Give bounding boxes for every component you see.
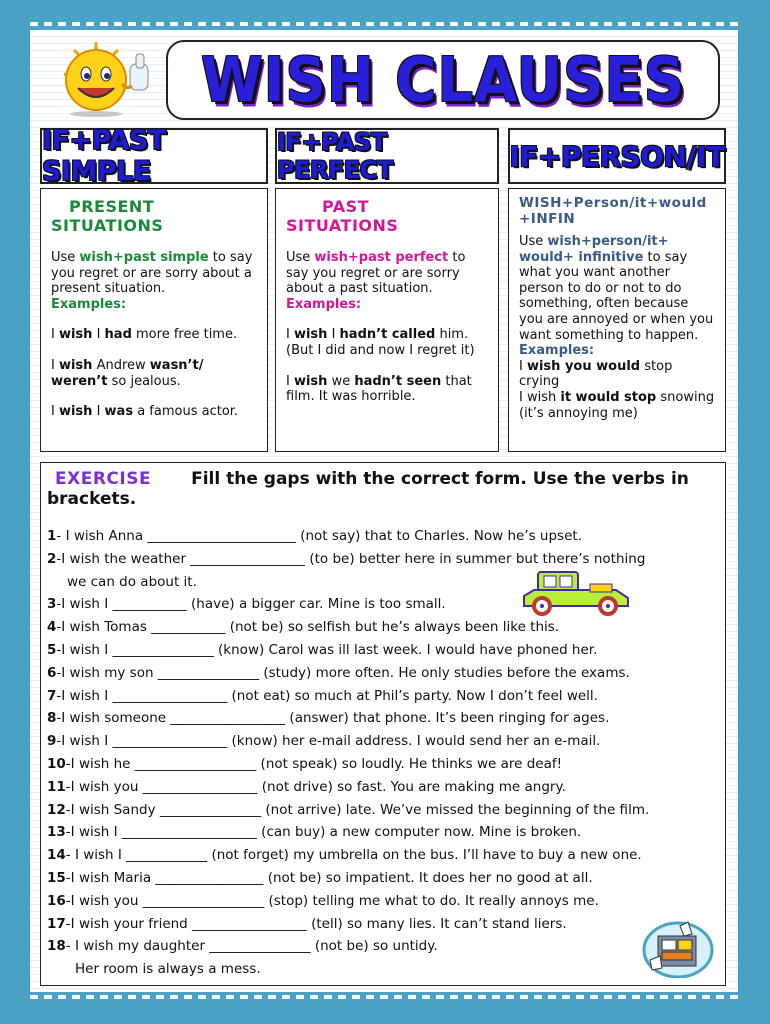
exercise-item <box>47 616 721 639</box>
exercise-item <box>47 639 721 662</box>
example-sentence: I wish I had more free time. <box>51 327 238 343</box>
title-box <box>166 40 720 120</box>
exercise-item-text: -I wish I _________________ (not eat) so much at Phil’s party. Now I don’t feel well. <box>56 687 598 704</box>
exercise-item-number: 18 <box>47 938 66 955</box>
exercise-item-text: -I wish Tomas ___________ (not be) so selfish but he’s always been like this. <box>56 619 560 636</box>
exercise-item-number: 8 <box>47 710 57 727</box>
examples-label: Examples: <box>519 343 595 359</box>
smiley-thumbs-up-icon <box>56 40 164 118</box>
exercise-item <box>47 844 721 867</box>
exercise-item <box>47 525 721 548</box>
exercise-item-text: -I wish I _________________ (know) her e-mail address. I would send her an e-mail. <box>56 733 601 750</box>
exercise-item-text: -I wish the weather _________________ (to be) better here in summer but there’s nothing <box>56 550 646 567</box>
messy-desk-icon <box>640 920 714 978</box>
exercise-item-text: -I wish your friend _________________ (tell) so many lies. It can’t stand liers. <box>65 915 567 932</box>
example-sentence: I wish you would stop crying <box>519 358 673 390</box>
exercise-item-number: 1 <box>47 528 57 544</box>
exercise-item-number: 13 <box>47 824 66 841</box>
column-person-it-would <box>508 188 726 452</box>
exercise-item <box>47 913 721 936</box>
exercise-item <box>47 685 721 708</box>
exercise-item-text: -I wish you _________________ (not drive) so fast. You are making me angry. <box>65 778 566 795</box>
exercise-item-text: -I wish he __________________ (not speak) so loudly. He thinks we are deaf! <box>65 755 563 772</box>
exercise-item <box>47 958 721 981</box>
exercise-item-number: 16 <box>47 892 66 909</box>
examples-label: Examples: <box>286 296 362 312</box>
exercise-item-number: 7 <box>47 687 57 704</box>
exercise-item <box>47 935 721 958</box>
exercise-heading <box>47 469 717 509</box>
exercise-item <box>47 730 721 753</box>
exercise-item-number: 3 <box>47 596 57 613</box>
exercise-item-text: - I wish my daughter _______________ (not be) so untidy. <box>65 938 438 955</box>
exercise-item-text: - I wish I ____________ (not forget) my umbrella on the bus. I’ll have to buy a new one. <box>65 847 642 864</box>
column-title: WISH+Person/it+would+INFIN <box>519 195 707 227</box>
column-header-past-simple: IF+PAST SIMPLE <box>40 128 268 184</box>
exercise-item-number: 4 <box>47 619 57 636</box>
exercise-item-text: -I wish someone _________________ (answer) that phone. It’s been ringing for ages. <box>56 710 610 727</box>
column-header-past-perfect: IF+PAST PERFECT <box>275 128 499 184</box>
exercise-item <box>47 867 721 890</box>
exercise-item <box>47 821 721 844</box>
exercise-item-number: 2 <box>47 550 57 567</box>
exercise-item-text: -I wish my son _______________ (study) more often. He only studies before the exams. <box>56 664 630 681</box>
example-sentence: I wish we hadn’t seen that film. It was horrible. <box>286 373 472 405</box>
exercise-item-number: 10 <box>47 755 66 772</box>
exercise-item-number: 12 <box>47 801 66 818</box>
exercise-item-number: 15 <box>47 869 66 886</box>
column-title: PAST SITUATIONS <box>286 197 399 235</box>
exercise-item-text: -I wish Maria ________________ (not be) so impatient. It does her no good at all. <box>65 869 593 886</box>
exercise-item-number: 9 <box>47 733 57 750</box>
column-title: PRESENT SITUATIONS <box>51 197 164 235</box>
page-title: WISH CLAUSES <box>200 44 686 116</box>
top-dashed-border <box>30 22 738 26</box>
exercise-item-text: we can do about it. <box>67 573 197 590</box>
bottom-dashed-border <box>30 995 738 999</box>
exercise-item <box>47 890 721 913</box>
example-sentence: I wish Andrew wasn’t/ weren’t so jealous. <box>51 357 204 389</box>
exercise-item-text: - I wish Anna ______________________ (not say) that to Charles. Now he’s upset. <box>56 528 582 544</box>
column-present-situations <box>40 188 268 452</box>
usage-description: Use wish+past simple to say you regret or are sorry about a present situation. <box>51 250 253 297</box>
usage-description: Use wish+past perfect to say you regret or are sorry about a past situation. <box>286 250 466 297</box>
exercise-item <box>47 799 721 822</box>
exercise-item <box>47 753 721 776</box>
exercise-label: EXERCISE <box>55 469 152 489</box>
exercise-box <box>40 462 726 986</box>
exercise-item-text: -I wish you __________________ (stop) telling me what to do. It really annoys me. <box>65 892 599 909</box>
exercise-item <box>47 707 721 730</box>
exercise-item-number: 6 <box>47 664 57 681</box>
examples-label: Examples: <box>51 296 127 312</box>
column-past-situations <box>275 188 499 452</box>
column-header-person-it: IF+PERSON/IT <box>508 128 726 184</box>
exercise-item-text: -I wish I ___________ (have) a bigger car. Mine is too small. <box>56 596 446 613</box>
example-sentence: I wish I hadn’t called him. (But I did and now I regret it) <box>286 327 475 358</box>
exercise-item-text: -I wish Sandy _______________ (not arrive) late. We’ve missed the beginning of the film. <box>65 801 650 818</box>
example-sentence: I wish I was a famous actor. <box>51 404 239 420</box>
exercise-item-text: Her room is always a mess. <box>75 961 261 978</box>
exercise-instruction: Fill the gaps with the correct form. Use the verbs in brackets. <box>47 469 689 509</box>
car-icon <box>520 570 632 616</box>
exercise-item-number: 5 <box>47 641 57 658</box>
exercise-item <box>47 548 721 571</box>
exercise-item-number: 17 <box>47 915 66 932</box>
exercise-item-number: 14 <box>47 847 66 864</box>
exercise-item <box>47 662 721 685</box>
exercise-item <box>47 776 721 799</box>
exercise-item-text: -I wish I ____________________ (can buy) a new computer now. Mine is broken. <box>65 824 582 841</box>
exercise-item-number: 11 <box>47 778 66 795</box>
exercise-item-text: -I wish I _______________ (know) Carol was ill last week. I would have phoned her. <box>56 641 598 658</box>
example-sentence: I wish it would stop snowing (it’s annoying me) <box>519 389 715 421</box>
usage-description: Use wish+person/it+ would+ infinitive to say what you want another person to do or not to do something, often because you are annoyed or when you want something to happen. <box>519 234 714 343</box>
